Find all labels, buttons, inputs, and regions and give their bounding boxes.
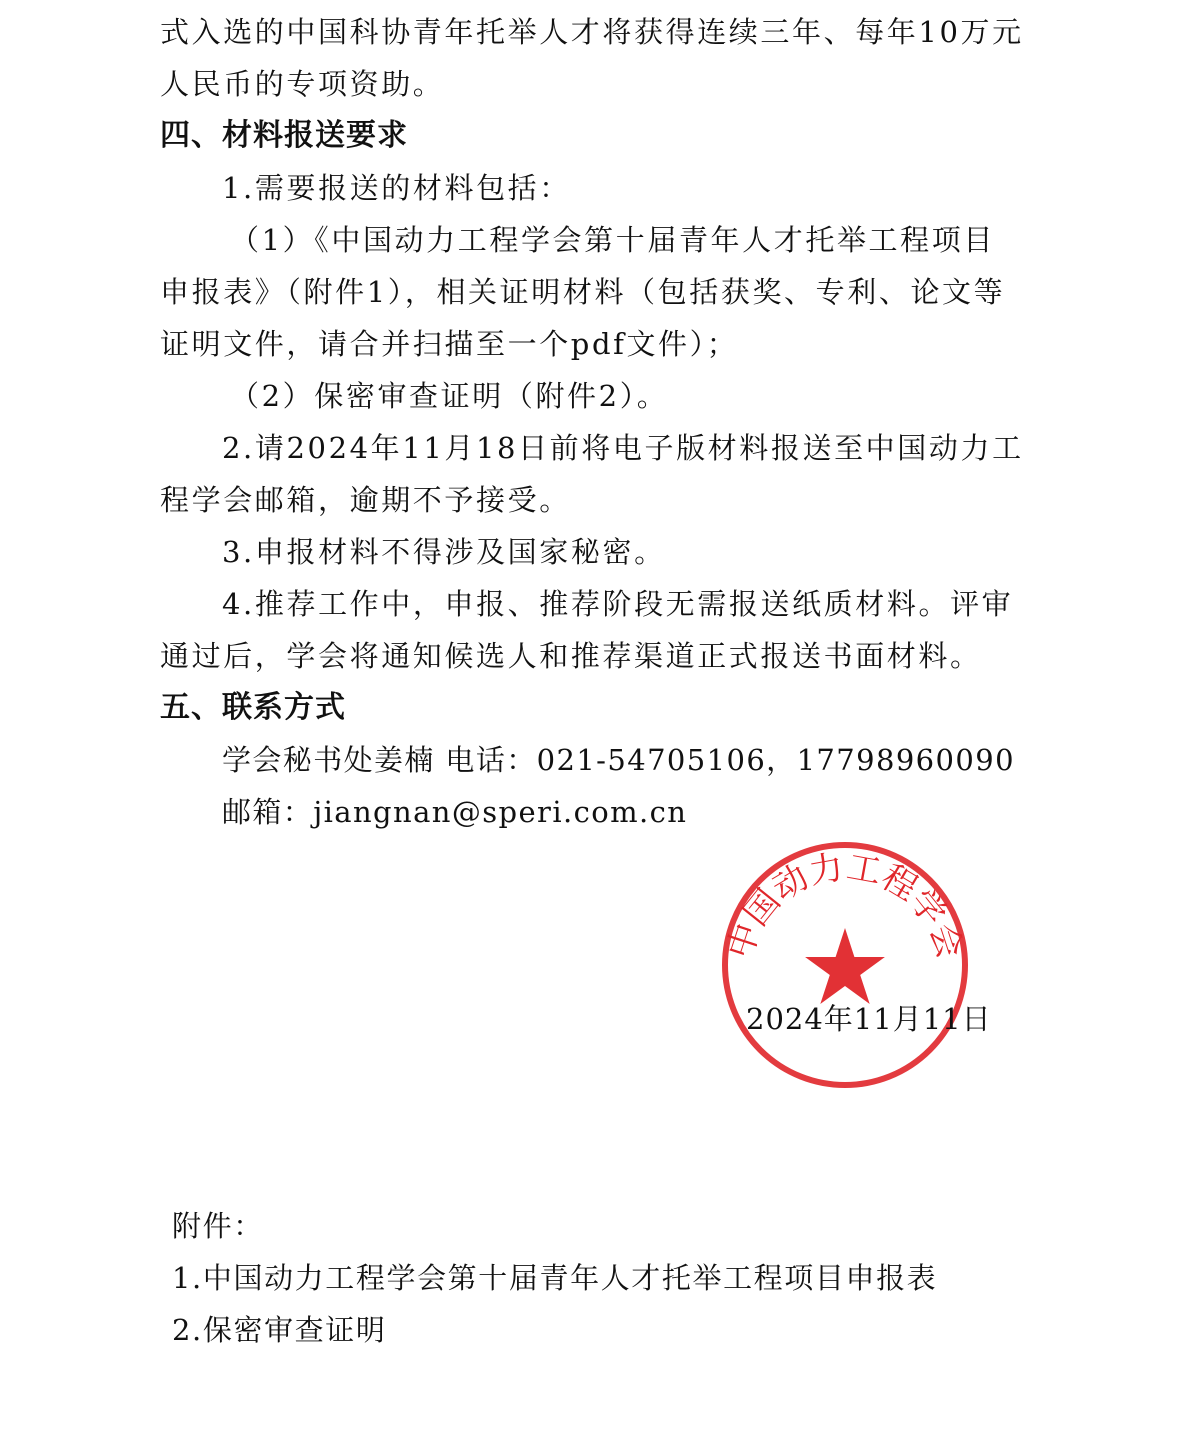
body-line-item-2: （2）保密审查证明（附件2）。: [230, 379, 669, 413]
body-line-item-1-cont: 申报表》（附件1），相关证明材料（包括获奖、专利、论文等: [160, 275, 1006, 309]
body-line-deadline: 2.请2024年11月18日前将电子版材料报送至中国动力工: [222, 431, 1024, 465]
body-line-2: 人民币的专项资助。: [160, 67, 445, 101]
body-line-secrecy: 3.申报材料不得涉及国家秘密。: [222, 535, 666, 569]
seal-star-icon: [805, 928, 885, 1004]
official-seal: [720, 840, 970, 1090]
body-line-materials-intro: 1.需要报送的材料包括：: [222, 171, 571, 205]
body-line-recommend-cont: 通过后，学会将通知候选人和推荐渠道正式报送书面材料。: [160, 639, 982, 673]
body-line-item-1-end: 证明文件，请合并扫描至一个pdf文件）；: [160, 327, 739, 361]
contact-email: 邮箱：jiangnan@speri.com.cn: [222, 795, 688, 829]
document-date: 2024年11月11日: [746, 1002, 992, 1036]
attachment-item-2: 2.保密审查证明: [172, 1313, 387, 1347]
contact-phone: 学会秘书处姜楠 电话：021-54705106，17798960090: [222, 743, 1015, 777]
section-heading-materials: 四、材料报送要求: [160, 118, 408, 153]
attachment-item-1: 1.中国动力工程学会第十届青年人才托举工程项目申报表: [172, 1261, 938, 1295]
seal-text: 中国动力工程学会: [720, 847, 970, 964]
body-line-recommend: 4.推荐工作中，申报、推荐阶段无需报送纸质材料。评审: [222, 587, 1014, 621]
section-heading-contact: 五、联系方式: [160, 690, 346, 725]
body-line-item-1: （1）《中国动力工程学会第十届青年人才托举工程项目: [230, 223, 995, 257]
attachments-label: 附件：: [172, 1209, 264, 1243]
body-line-deadline-cont: 程学会邮箱，逾期不予接受。: [160, 483, 571, 517]
body-line-1: 式入选的中国科协青年托举人才将获得连续三年、每年10万元: [160, 15, 1024, 49]
